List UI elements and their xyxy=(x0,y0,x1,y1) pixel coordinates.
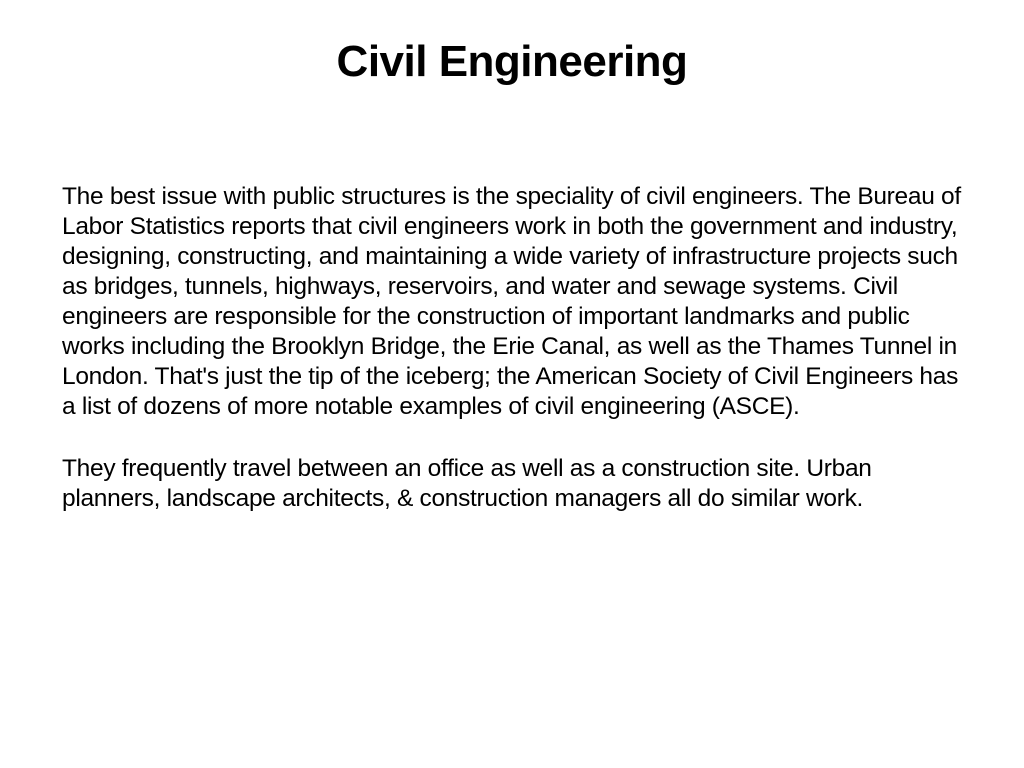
body-paragraph-2: They frequently travel between an office as well as a construction site. Urban planners, landscape architects, & construction managers all do similar work. xyxy=(62,455,872,512)
slide-title: Civil Engineering xyxy=(336,37,688,86)
body-paragraph-1: The best issue with public structures is the speciality of civil engineers. The Bureau of Labor Statistics reports that civil engineers work in both the government and industry, designing, constructing, and maintaining a wide variety of infrastructure projects such as bridges, tunnels, highways, reservoirs, and water and sewage systems. Civil engineers are responsible for the construction of important landmarks and public works including the Brooklyn Bridge, the Erie Canal, as well as the Thames Tunnel in London. That's just the tip of the iceberg; the American Society of Civil Engineers has a list of dozens of more notable examples of civil engineering (ASCE). xyxy=(62,183,961,420)
slide-body xyxy=(62,182,972,546)
